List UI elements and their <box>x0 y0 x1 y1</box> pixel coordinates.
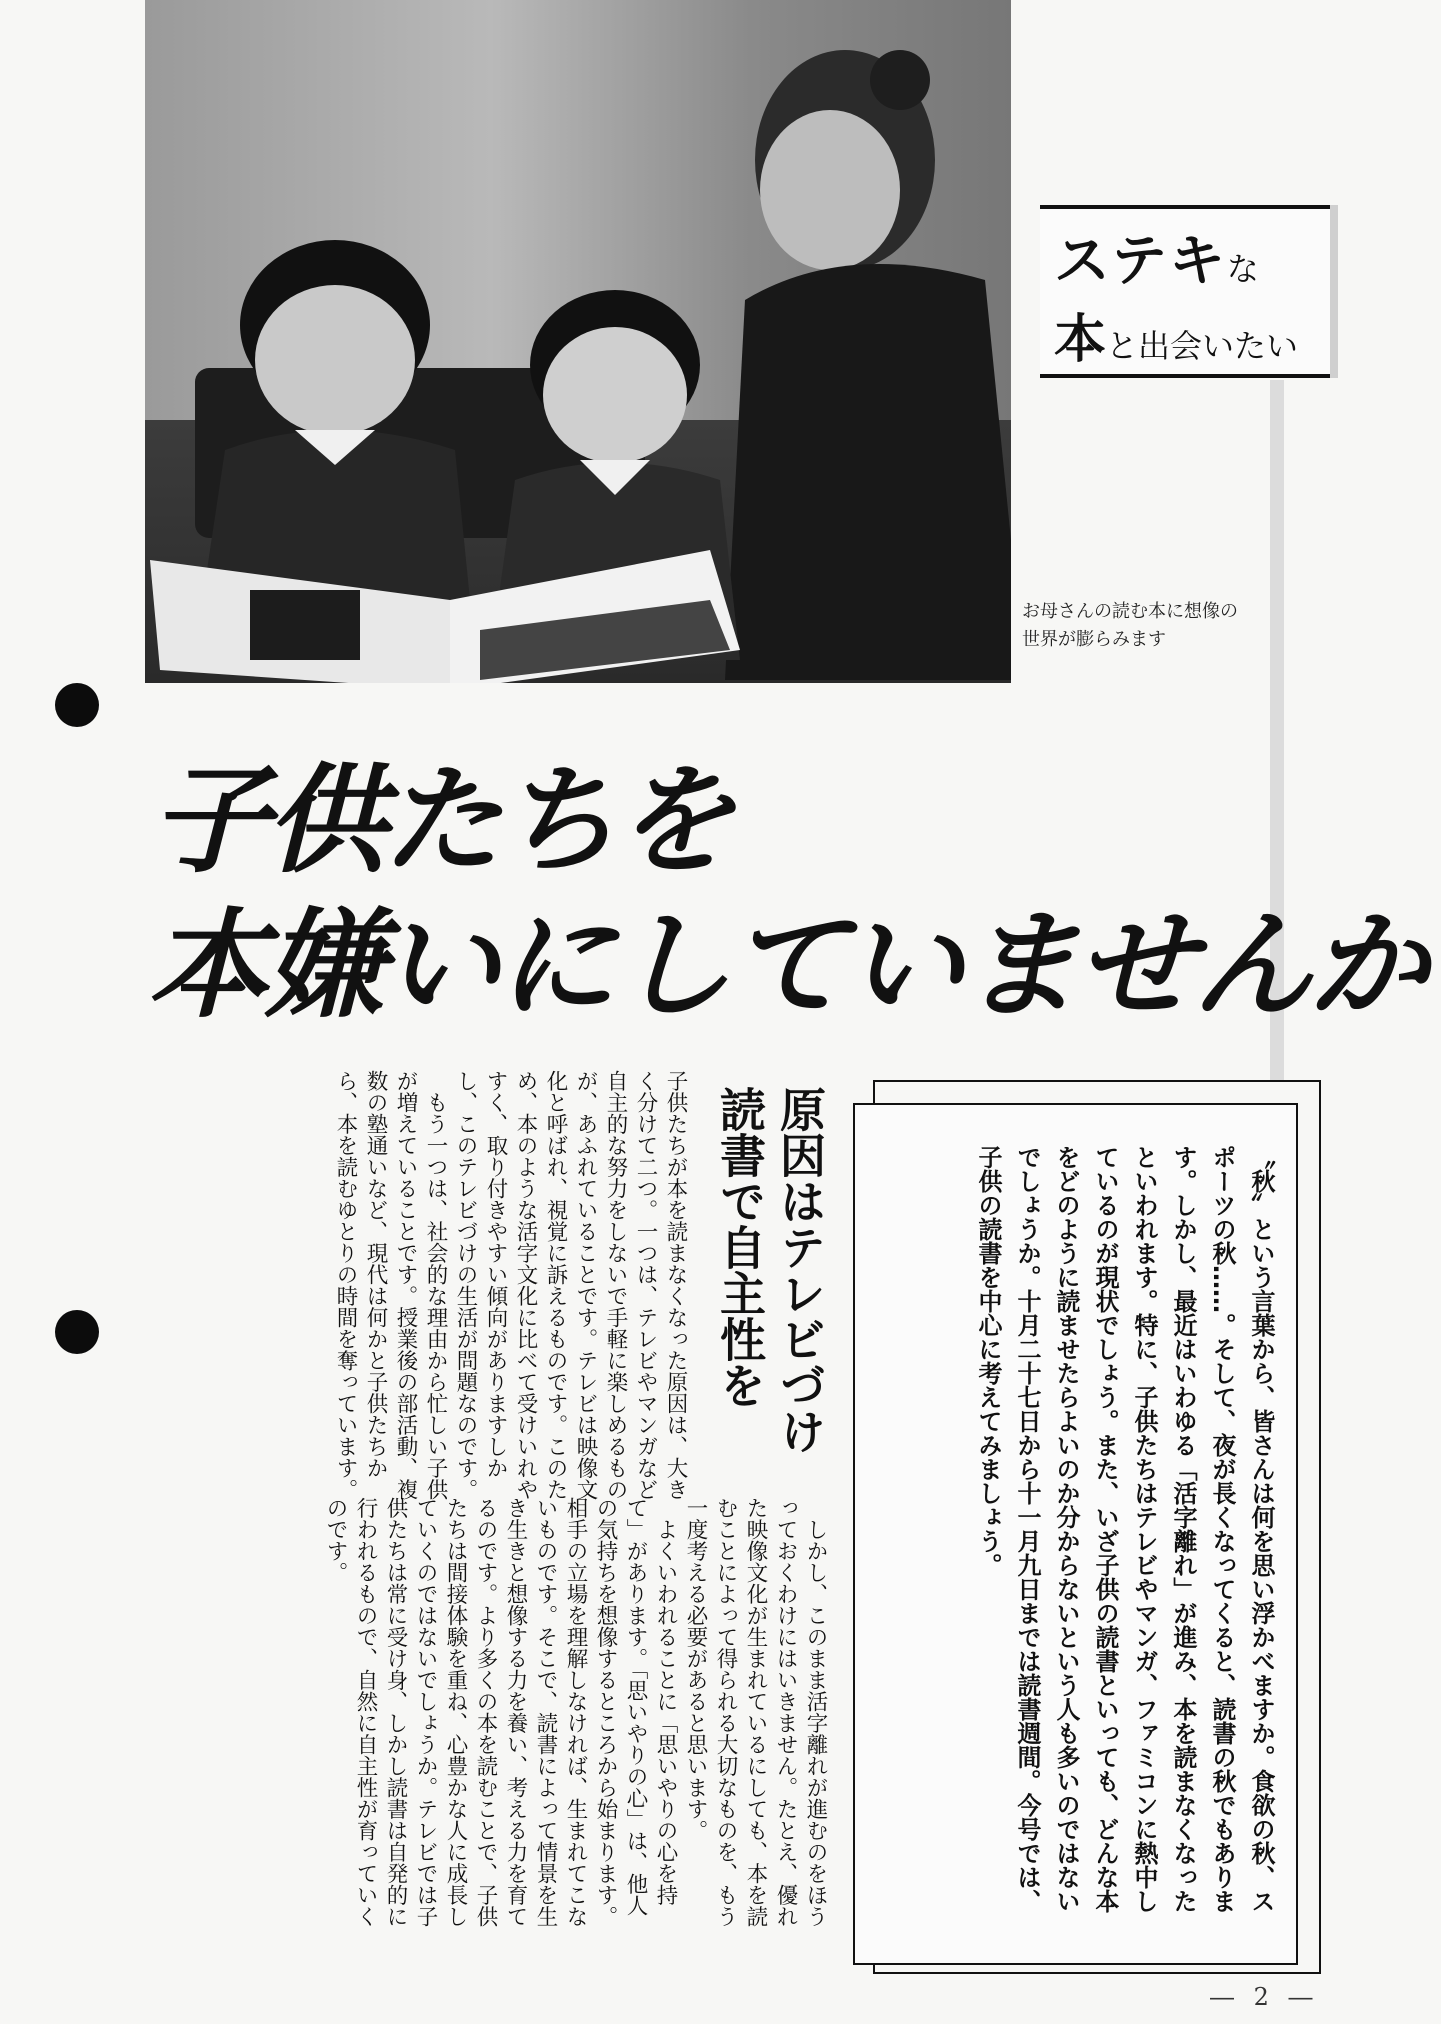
article-title-line-1: 子供たちを <box>150 753 730 890</box>
binder-hole-icon <box>55 683 99 727</box>
section-subheading: 原因はテレビづけ 読書で自主性を <box>713 1086 827 1454</box>
mother-figure-icon <box>725 40 1011 680</box>
lead-text: 〝秋〟という言葉から、皆さんは何を思い浮かべますか。食欲の秋、スポーツの秋……。そして、夜が長くなってくると、読書の秋でもあります。しかし、最近はいわゆる「活字離れ」が進み、本を読まなくなったといわれます。特に、子供たちはテレビやマンガ、ファミコンに熱中しているのが現状でしょう。また、いざ子供の読書といっても、どんな本をどのように読ませたらよいのか分からないという人も多いのではないでしょうか。十月二十七日から十一月九日までは読書週間。今号では、子供の読書を中心に考えてみましょう。 <box>974 1145 1275 1913</box>
article-title-line-2: 本嫌いにしていませんか <box>148 898 1424 1035</box>
page-number: ― 2 ― <box>1210 1983 1319 2011</box>
column-tagline-box <box>1040 205 1330 378</box>
photo-mother-reading <box>145 0 1011 683</box>
body-text-upper: 子供たちが本を読まなくなった原因は、大きく分けて二つ。一つは、テレビやマンガなど自主的な努力をしないで手軽に楽しめるものが、あふれていることです。テレビは映像文化と呼ばれ、視覚に訴えるものです。このため、本のような活字文化に比べて受けいれやすく、取り付きやすい傾向がありますしかし、このテレビづけの生活が問題なのです。 もう一つは、社会的な理由から忙しい子供が増えていることです。授業後の部活動、複数の塾通いなど、現代は何かと子供たちから、本を読むゆとりの時間を奪っています。 <box>333 1070 688 1500</box>
binder-hole-icon <box>55 1310 99 1354</box>
tagline-line-2: 本と出会いたい <box>1054 310 1299 370</box>
photo-caption: お母さんの読む本に想像の世界が膨らみます <box>1022 601 1238 650</box>
tagline-line-1: ステキな <box>1054 229 1261 294</box>
body-text-lower: しかし、このまま活字離れが進むのをほうっておくわけにはいきません。たとえ、優れた映像文化が生まれているにしても、本を読むことによって得られる大切なものを、もう一度考える必要があると思います。 よくいわれることに「思いやりの心を持て」があります。「思いやりの心」は、他人の気持ちを想像するところから始まります。相手の立場を理解しなければ、生まれてこないものです。そこで、読書によって情景を生き生きと想像する力を養い、考える力を育てるのです。より多くの本を読むことで、子供たちは間接体験を重ね、心豊かな人に成長していくのではないでしょうか。テレビでは子供たちは常に受け身、しかし読書は自発的に行われるもので、自然に自主性が育っていくのです。 <box>323 1497 828 1927</box>
picture-book-icon <box>150 540 750 683</box>
